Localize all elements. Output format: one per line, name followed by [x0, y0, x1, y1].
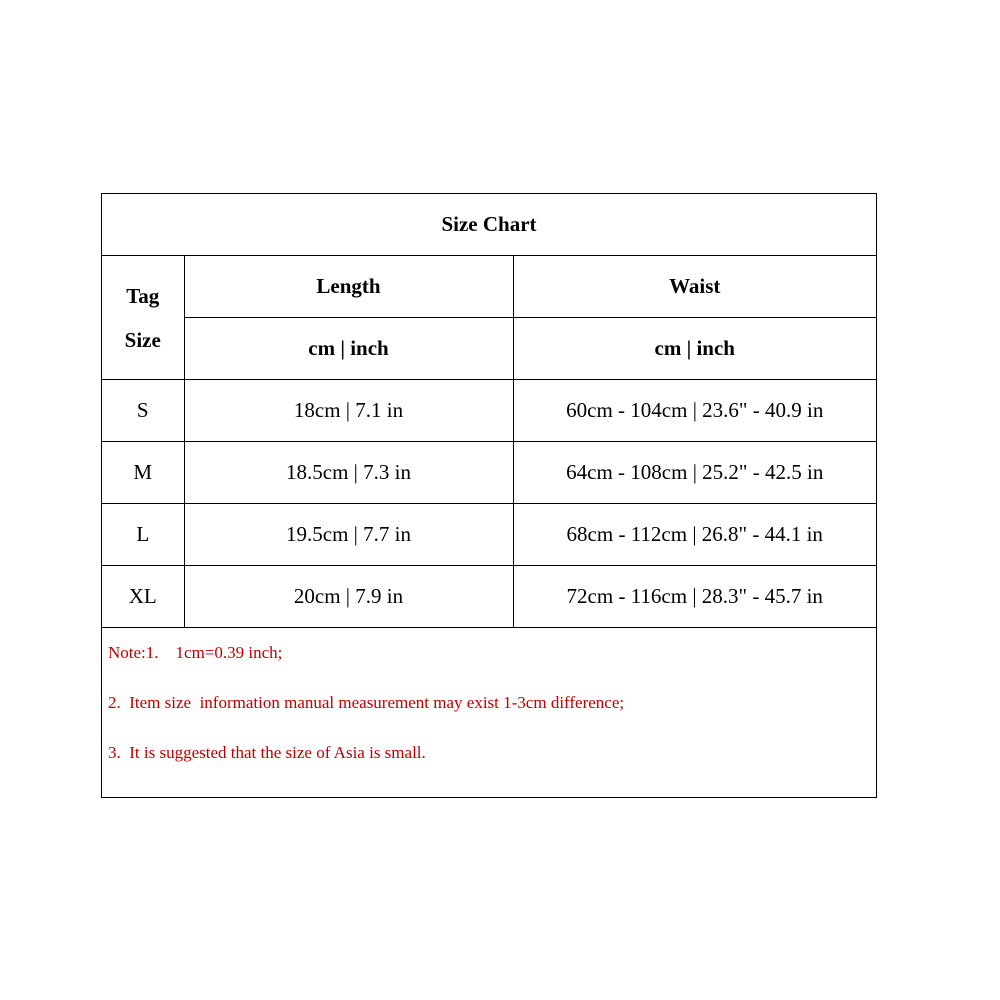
- waist-cell: 60cm - 104cm | 23.6" - 40.9 in: [513, 380, 876, 442]
- note-line-2: 2. Item size information manual measurement may exist 1-3cm difference;: [108, 693, 625, 712]
- length-cell: 18cm | 7.1 in: [184, 380, 513, 442]
- table-row: [102, 566, 876, 628]
- note-line-3: 3. It is suggested that the size of Asia is small.: [108, 743, 426, 762]
- table-row: [102, 442, 876, 504]
- notes-section: [108, 628, 870, 778]
- chart-title: Size Chart: [102, 194, 876, 256]
- title-row: [102, 194, 876, 256]
- waist-unit: cm | inch: [513, 318, 876, 380]
- size-cell: XL: [102, 566, 184, 628]
- size-chart-sheet: [101, 193, 877, 798]
- length-cell: 18.5cm | 7.3 in: [184, 442, 513, 504]
- size-chart-table: [102, 194, 876, 628]
- waist-cell: 68cm - 112cm | 26.8" - 44.1 in: [513, 504, 876, 566]
- header-row: [102, 256, 876, 318]
- note-line-1: Note:1. 1cm=0.39 inch;: [108, 643, 283, 662]
- unit-row: [102, 318, 876, 380]
- size-cell: M: [102, 442, 184, 504]
- table-row: [102, 504, 876, 566]
- tag-size-line1: Tag: [126, 283, 160, 308]
- waist-header: Waist: [513, 256, 876, 318]
- length-cell: 20cm | 7.9 in: [184, 566, 513, 628]
- length-cell: 19.5cm | 7.7 in: [184, 504, 513, 566]
- table-row: [102, 380, 876, 442]
- tag-size-line2: Size: [124, 327, 161, 352]
- size-cell: S: [102, 380, 184, 442]
- length-unit: cm | inch: [184, 318, 513, 380]
- tag-size-header: [102, 256, 184, 380]
- waist-cell: 72cm - 116cm | 28.3" - 45.7 in: [513, 566, 876, 628]
- length-header: Length: [184, 256, 513, 318]
- waist-cell: 64cm - 108cm | 25.2" - 42.5 in: [513, 442, 876, 504]
- size-cell: L: [102, 504, 184, 566]
